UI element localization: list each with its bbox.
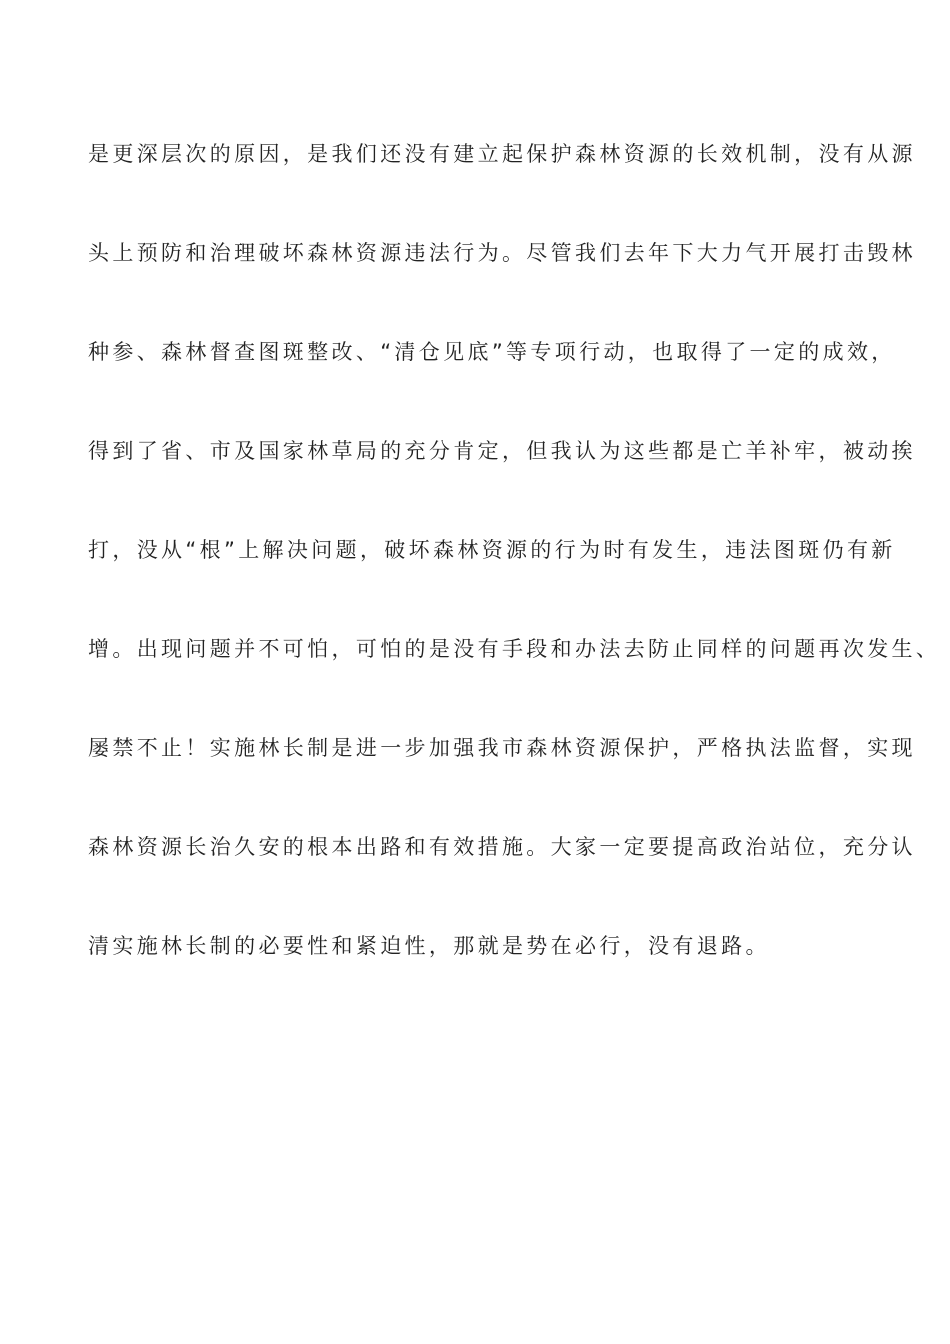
paragraph-line-1: 是更深层次的原因，是我们还没有建立起保护森林资源的长效机制，没有从源: [88, 142, 916, 166]
paragraph-line-6: 增。出现问题并不可怕，可怕的是没有手段和办法去防止同样的问题再次发生、: [88, 637, 941, 661]
paragraph-line-9: 清实施林长制的必要性和紧迫性，那就是势在必行，没有退路。: [88, 934, 770, 958]
paragraph-line-4: 得到了省、市及国家林草局的充分肯定，但我认为这些都是亡羊补牢，被动挨: [88, 439, 916, 463]
paragraph-line-8: 森林资源长治久安的根本出路和有效措施。大家一定要提高政治站位，充分认: [88, 835, 916, 859]
body-paragraph: [88, 134, 941, 1025]
paragraph-line-5: 打，没从“根”上解决问题，破坏森林资源的行为时有发生，违法图斑仍有新: [88, 538, 896, 562]
paragraph-line-2: 头上预防和治理破坏森林资源违法行为。尽管我们去年下大力气开展打击毁林: [88, 241, 916, 265]
paragraph-line-7: 屡禁不止！实施林长制是进一步加强我市森林资源保护，严格执法监督，实现: [88, 736, 916, 760]
paragraph-line-3: 种参、森林督查图斑整改、“清仓见底”等专项行动，也取得了一定的成效，: [88, 340, 896, 364]
